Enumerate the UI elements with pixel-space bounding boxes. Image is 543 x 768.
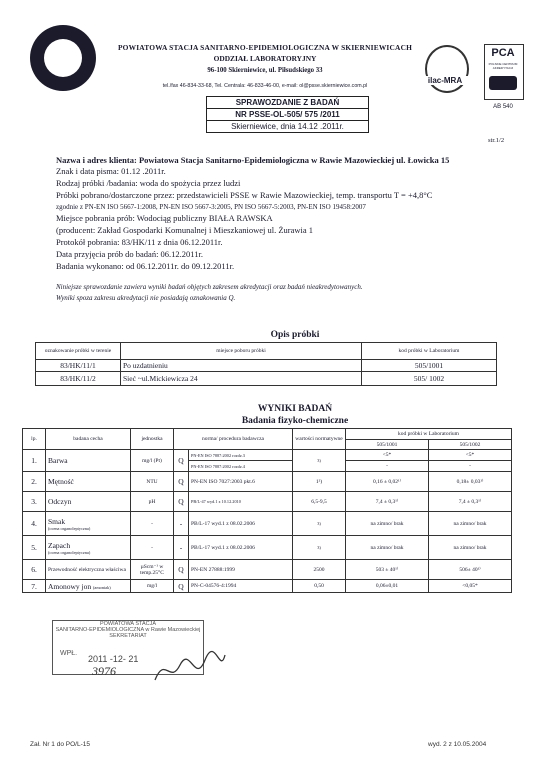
row-value-2: 7,4 ± 0,3¹⁾ — [429, 492, 512, 512]
row-name: Przewodność elektryczna właściwa — [46, 560, 131, 580]
row-lp: 1. — [23, 450, 46, 472]
row-unit: mg/l — [131, 580, 174, 593]
row-lp: 5. — [23, 536, 46, 560]
report-date: Skierniewice, dnia 14.12 .2011r. — [231, 122, 344, 131]
client-info: Nazwa i adres klienta: Powiatowa Stacja Sanitarno-Epidemiologiczna w Rawie Mazowieckiej ul. Łowicka 15 — [56, 155, 450, 165]
sample-marking: 83/HK/11/1 — [36, 360, 121, 372]
row-value-2: <5* — [429, 450, 512, 461]
table-row — [23, 450, 512, 461]
stamp-line-1: POWIATOWA STACJA — [99, 621, 157, 627]
results-table — [22, 428, 512, 593]
header-values: wartości normatywne — [293, 429, 346, 450]
row-name-sub: (amoniak) — [93, 584, 111, 590]
row-unit: - — [131, 536, 174, 560]
row-value-1: 0,16 ± 0,02¹⁾ — [346, 472, 429, 492]
row-value-2b: - — [429, 461, 512, 472]
footer-attachment: Zał. Nr 1 do PO/L-15 — [30, 741, 90, 748]
row-limit: 6,5-9,5 — [293, 492, 346, 512]
row-name-cell — [46, 536, 131, 560]
row-value-1: 503 ± 40¹⁾ — [346, 560, 429, 580]
stamp-line-3: SEKRETARIAT — [109, 633, 147, 639]
producer-info: (producent: Zakład Gospodarki Komunalnej i Mieszkaniowej ul. Żurawia 1 — [56, 225, 314, 235]
row-norm: PN-EN ISO 7887:2002 rozdz.3 — [189, 450, 293, 461]
sampling-place: Miejsce pobrania prób: Wodociąg publiczny BIAŁA RAWSKA — [56, 213, 273, 223]
row-value-2: <0,05* — [429, 580, 512, 593]
stamp-date: 2011 -12- 21 — [88, 654, 139, 664]
footer-edition: wyd. 2 z 10.05.2004 — [428, 741, 487, 748]
row-name: Smak — [48, 516, 66, 526]
accreditation-number: AB 540 — [493, 104, 513, 110]
row-name: Zapach — [48, 540, 71, 550]
row-value-1: 7,4 ± 0,3¹⁾ — [346, 492, 429, 512]
table-row — [23, 536, 512, 560]
department-name: ODDZIAŁ LABORATORYJNY — [213, 54, 317, 63]
test-dates: Badania wykonano: od 06.12.2011r. do 09.12.2011r. — [56, 261, 235, 271]
ilac-logo — [425, 45, 469, 93]
stamp-wpl: WPŁ. — [60, 650, 78, 657]
row-limit: 0,50 — [293, 580, 346, 593]
row-q: Q — [174, 580, 189, 593]
results-title: WYNIKI BADAŃ — [257, 404, 333, 414]
row-value-1: na zimno/ brak — [346, 536, 429, 560]
sample-table-title: Opis próbki — [270, 330, 320, 340]
row-limit: 3) — [293, 512, 346, 536]
table-row — [23, 560, 512, 580]
eagle-emblem-icon — [44, 39, 82, 77]
sample-table — [35, 342, 497, 386]
stamp-number: 3976 — [92, 664, 116, 678]
header-code: kod próbki w Laboratorium — [346, 429, 512, 440]
row-name-cell — [46, 512, 131, 536]
row-norm: PN-EN 27888:1999 — [189, 560, 293, 580]
row-lp: 3. — [23, 492, 46, 512]
sample-code: 505/ 1002 — [362, 372, 497, 386]
sample-header-code: kod próbki w Laboratorium — [362, 343, 497, 360]
protocol-info: Protokół pobrania: 83/HK/11 z dnia 06.12.2011r. — [56, 237, 223, 247]
letter-info: Znak i data pisma: 01.12 .2011r. — [56, 166, 166, 176]
row-limit: 3) — [293, 450, 346, 472]
row-name: Mętność — [46, 472, 131, 492]
row-name-sub: (ocena organoleptyczna) — [48, 525, 91, 531]
row-value-2: 0,18± 0,03¹⁾ — [429, 472, 512, 492]
table-row — [23, 512, 512, 536]
row-name-cell — [46, 580, 131, 593]
institution-address: 96-100 Skierniewice, ul. Piłsudskiego 33 — [207, 67, 323, 74]
sample-type: Rodzaj próbki /badania: woda do spożycia przez ludzi — [56, 178, 241, 188]
row-limit: 3) — [293, 536, 346, 560]
page-number: str.1/2 — [488, 137, 505, 144]
row-unit: µScm⁻¹ w temp.25°C — [131, 560, 174, 580]
accreditation-note-1: Niniejsze sprawozdanie zawiera wyniki badań objętych zakresem akredytacji oraz badań nieakredytowanych. — [56, 283, 363, 291]
sample-marking: 83/HK/11/2 — [36, 372, 121, 386]
row-value-1: 0,06±0,01 — [346, 580, 429, 593]
sampling-standards: zgodnie z PN-EN ISO 5667-1:2008, PN-EN ISO 5667-3:2005, PN ISO 5667-5:2003, PN-EN ISO 19458:2007 — [56, 203, 366, 211]
row-lp: 7. — [23, 580, 46, 593]
header-code-2: 505/1002 — [429, 440, 512, 450]
pca-badge-icon — [489, 76, 517, 90]
row-value-2: 506± 40¹⁾ — [429, 560, 512, 580]
row-q: Q — [174, 560, 189, 580]
row-limit: 1²) — [293, 472, 346, 492]
institution-name: POWIATOWA STACJA SANITARNO-EPIDEMIOLOGICZNA W SKIERNIEWICACH — [117, 43, 413, 52]
row-lp: 6. — [23, 560, 46, 580]
row-norm: PN-EN ISO 7027:2003 pkt.6 — [189, 472, 293, 492]
row-value-2: na zimno/ brak — [429, 512, 512, 536]
row-norm: PB/L-47 wyd.1 z 10.12.2010 — [189, 492, 293, 512]
pca-logo-text: PCA — [491, 47, 515, 59]
handwritten-signature — [150, 645, 230, 695]
sampled-by: Próbki pobrano/dostarczone przez: przedstawicieli PSSE w Rawie Mazowieckiej, temp. transportu T = +4,8°C — [56, 190, 433, 200]
row-name: Barwa — [46, 450, 131, 472]
row-norm: PN-C-04576-4:1994 — [189, 580, 293, 593]
row-limit: 2500 — [293, 560, 346, 580]
row-lp: 2. — [23, 472, 46, 492]
row-lp: 4. — [23, 512, 46, 536]
table-row — [36, 372, 497, 386]
results-subtitle: Badania fizyko-chemiczne — [241, 416, 349, 426]
stamp-line-2: SANITARNO-EPIDEMIOLOGICZNA w Rawie Mazowieckiej — [55, 627, 201, 633]
row-unit: pH — [131, 492, 174, 512]
table-row — [23, 472, 512, 492]
sample-header-marking: oznakowanie próbki w terenie — [36, 343, 121, 360]
report-title: SPRAWOZDANIE Z BADAŃ — [207, 97, 368, 109]
sample-header-place: miejsce poboru próbki — [121, 343, 362, 360]
row-value-1b: - — [346, 461, 429, 472]
report-number: NR PSSE-OL-505/ 575 /2011 — [207, 109, 368, 121]
received-date: Data przyjęcia prób do badań: 06.12.2011r. — [56, 249, 203, 259]
pca-logo-subtitle: POLSKIE CENTRUM AKREDYTACJI — [488, 62, 518, 70]
row-norm: PB/L-17 wyd.1 z 08.02.2006 — [189, 536, 293, 560]
row-name: Amonowy jon — [48, 581, 92, 591]
row-q: - — [174, 512, 189, 536]
header-cecha: badana cecha — [46, 429, 131, 450]
row-q: Q — [174, 492, 189, 512]
table-row — [23, 492, 512, 512]
row-unit: mg/l (Pt) — [131, 450, 174, 472]
header-code-1: 505/1001 — [346, 440, 429, 450]
sample-place: Po uzdatnieniu — [121, 360, 362, 372]
row-q: Q — [174, 450, 189, 472]
sample-place: Sieć ~ul.Mickiewicza 24 — [121, 372, 362, 386]
header-unit: jednostka — [131, 429, 174, 450]
row-norm-secondary: PN-EN ISO 7887:2002 rozdz.4 — [189, 461, 293, 472]
row-name-sub: (ocena organoleptyczna) — [48, 549, 91, 555]
row-q: Q — [174, 472, 189, 492]
row-norm: PB/L-17 wyd.1 z 08.02.2006 — [189, 512, 293, 536]
header-norm: norma/ procedura badawcza — [174, 429, 293, 450]
ilac-mra-label: ilac-MRA — [420, 76, 470, 85]
accreditation-note-2: Wyniki spoza zakresu akredytacji nie posiadają oznakowania Q. — [56, 294, 236, 302]
institution-contact: tel./fax 46-834-33-68, Tel. Centrala: 46-833-46-00, e-mail: ol@psse.skierniewice.com.pl — [162, 83, 368, 89]
row-name: Odczyn — [46, 492, 131, 512]
row-value-1: na zimno/ brak — [346, 512, 429, 536]
row-unit: NTU — [131, 472, 174, 492]
row-value-1: <5* — [346, 450, 429, 461]
row-unit: - — [131, 512, 174, 536]
table-row — [23, 580, 512, 593]
report-title-box — [206, 96, 369, 133]
row-q: - — [174, 536, 189, 560]
sample-code: 505/1001 — [362, 360, 497, 372]
row-value-2: na zimno/ brak — [429, 536, 512, 560]
table-row — [36, 360, 497, 372]
header-lp: lp. — [23, 429, 46, 450]
